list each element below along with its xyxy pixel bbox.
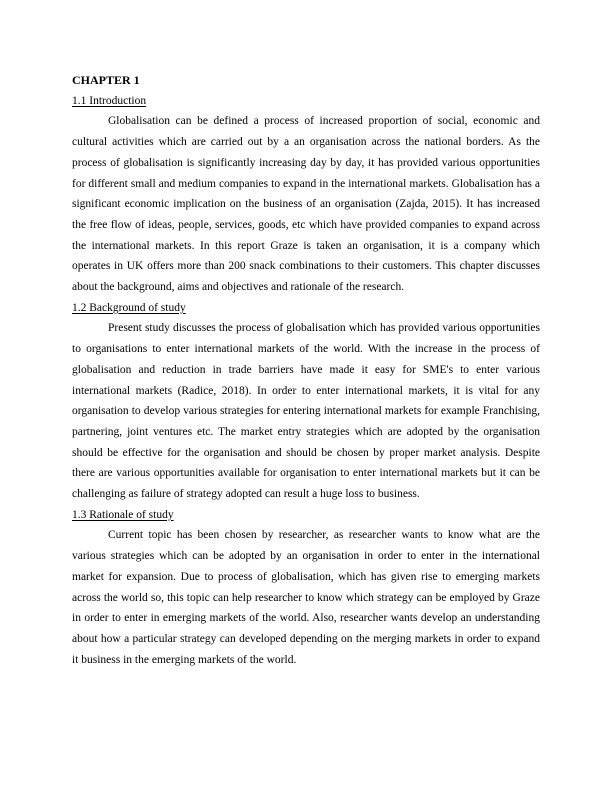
section-heading-background: 1.2 Background of study — [72, 301, 186, 314]
paragraph-introduction: Globalisation can be defined a process of increased proportion of social, economic and cultural activities which are carried out by a an organisation across the national borders. As the process of globalisation is significantly increasing day by day, it has provided various opportunities for different small and medium companies to expand in the international markets. Globalisation has a significant economic implication on the business of an organisation (Zajda, 2015). It has increased the free flow of ideas, people, services, goods, etc which have provided companies to expand across the international markets. In this report Graze is taken an organisation, it is a company which operates in UK offers more than 200 snack combinations to their customers. This chapter discusses about the background, aims and objectives and rationale of the research. — [72, 115, 540, 294]
paragraph-rationale: Current topic has been chosen by researcher, as researcher wants to know what are the various strategies which can be adopted by an organisation in order to enter in the international market for expansion. Due to process of globalisation, which has given rise to emerging markets across the world so, this topic can help researcher to know which strategy can be employed by Graze in order to enter in emerging markets of the world. Also, researcher wants develop an understanding about how a particular strategy can developed depending on the merging markets in order to expand it business in the emerging markets of the world. — [72, 529, 540, 666]
section-heading-introduction: 1.1 Introduction — [72, 94, 147, 107]
paragraph-background: Present study discusses the process of globalisation which has provided various opportunities to organisations to enter international markets of the world. With the increase in the process of globalisation and reduction in trade barriers have made it easy for SME's to enter various international markets (Radice, 2018). In order to enter international markets, it is vital for any organisation to develop various strategies for entering international markets for example Franchising, partnering, joint ventures etc. The market entry strategies which are adopted by the organisation should be effective for the organisation and should be chosen by proper market analysis. Despite there are various opportunities available for organisation to enter international markets but it can be challenging as failure of strategy adopted can result a huge loss to business. — [72, 322, 540, 501]
document-page — [72, 70, 540, 670]
chapter-title: CHAPTER 1 — [72, 73, 140, 87]
section-heading-rationale: 1.3 Rationale of study — [72, 508, 174, 521]
